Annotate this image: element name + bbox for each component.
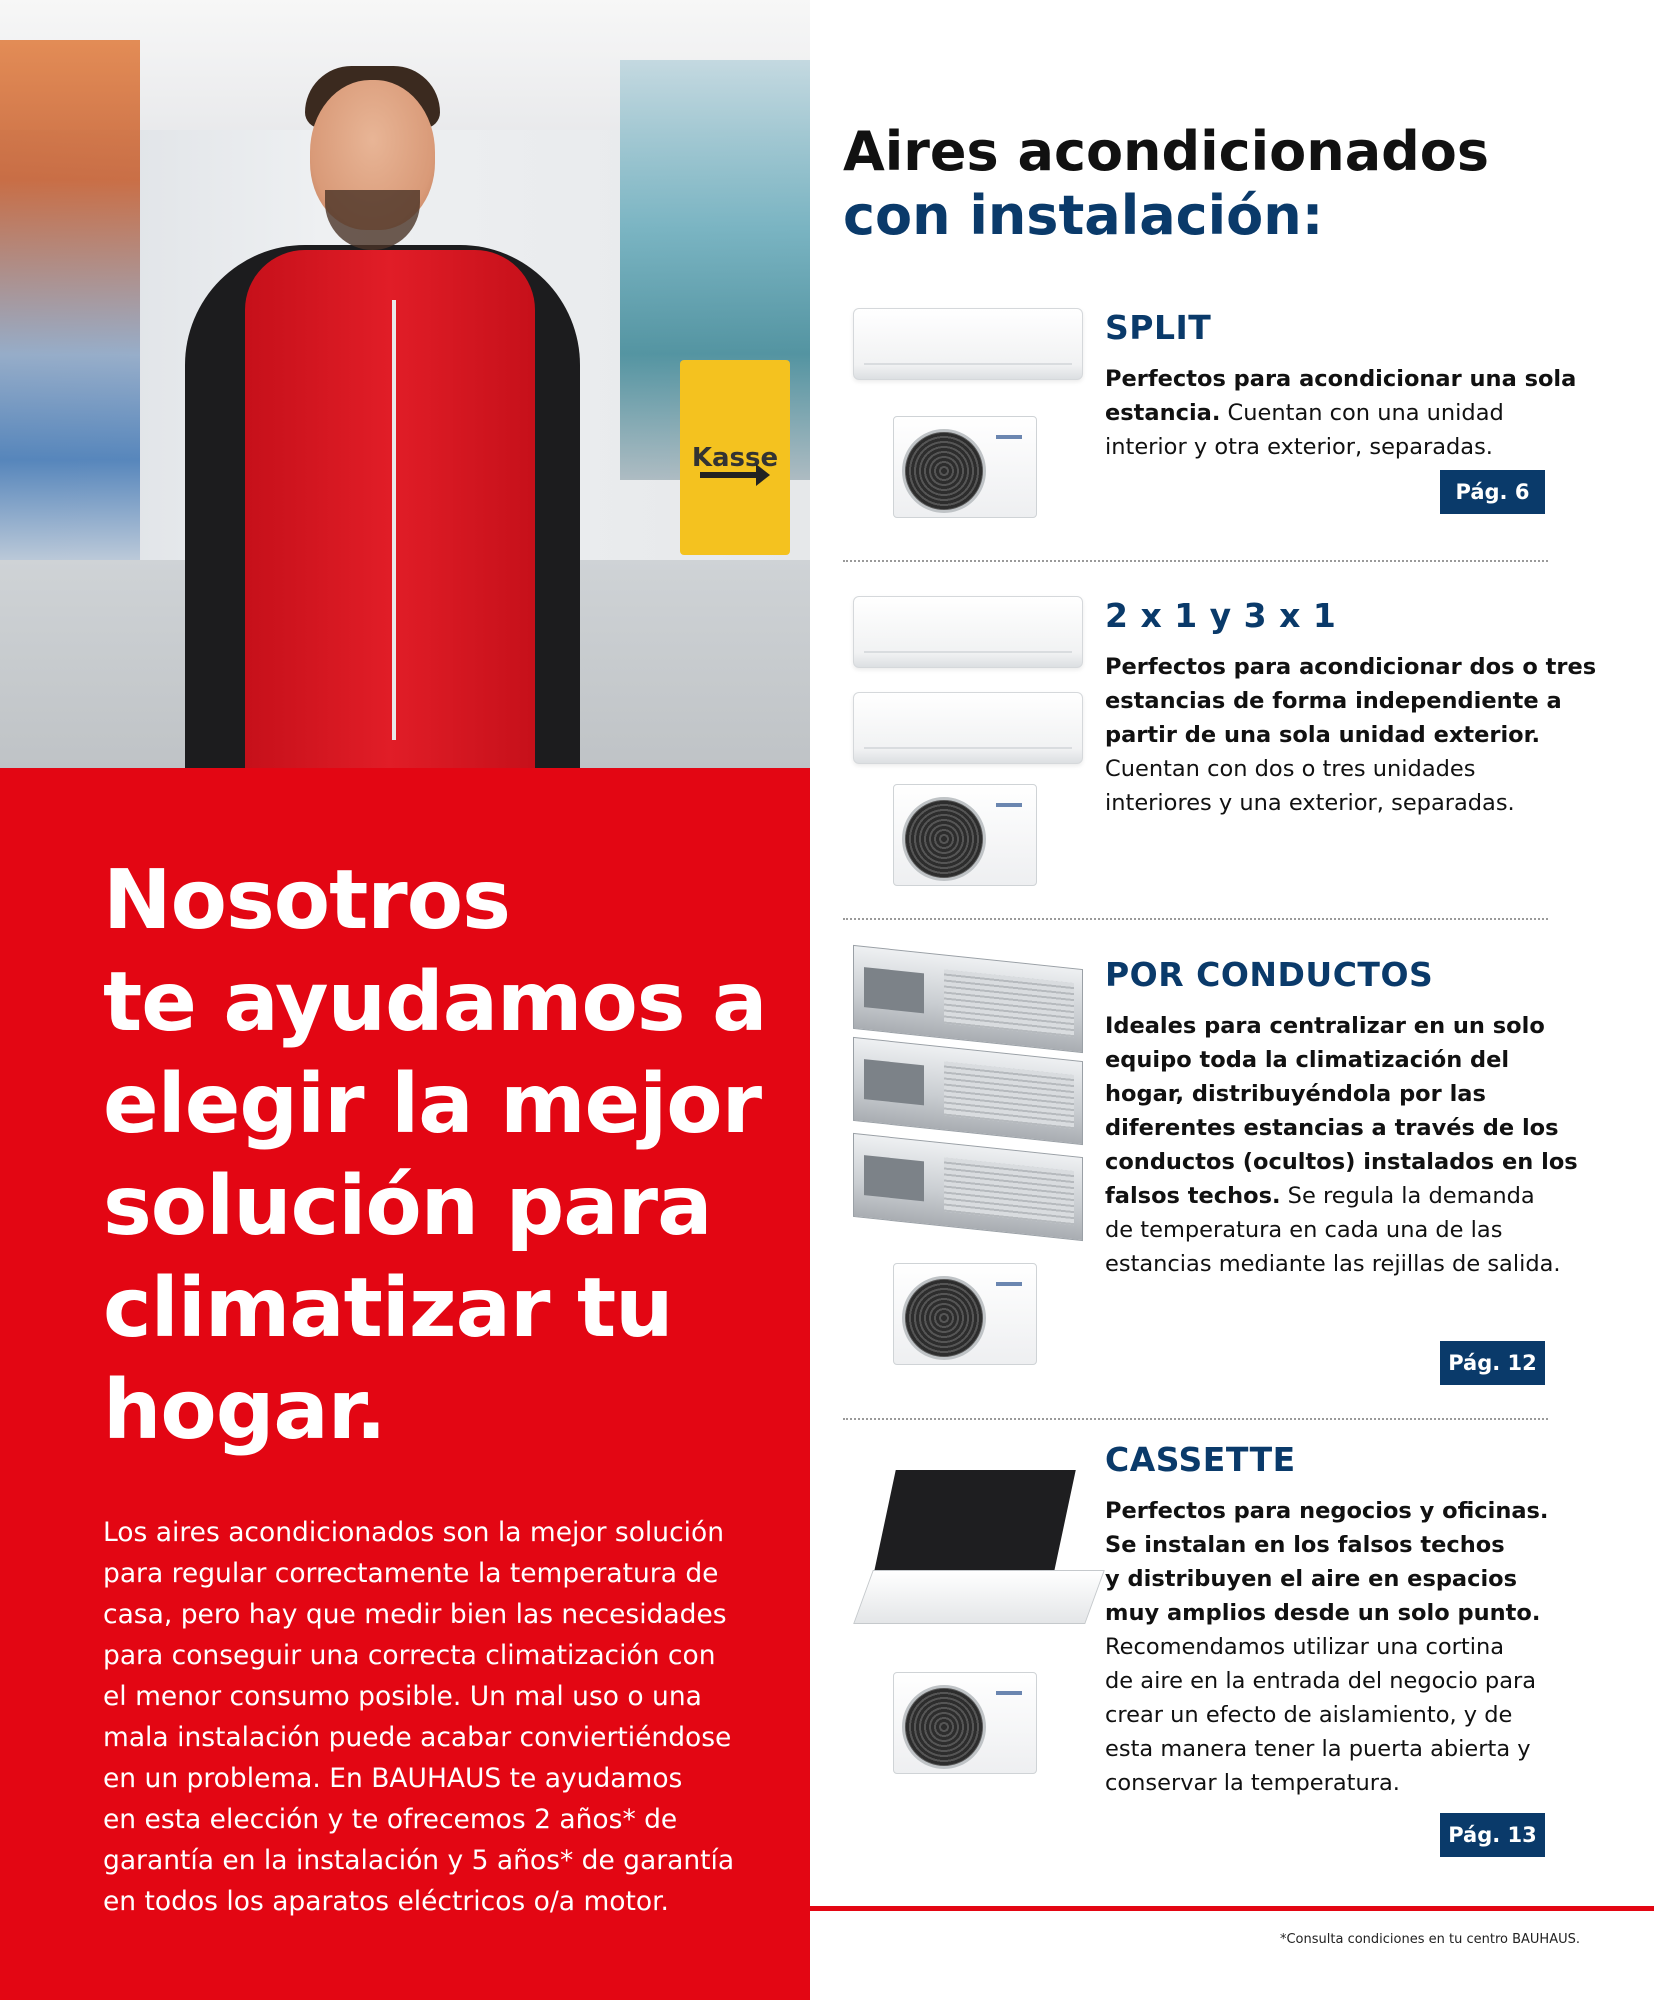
description-regular-text: Recomendamos utilizar una cortina [1105, 1634, 1505, 1660]
description-regular-text: de temperatura en cada una de las [1105, 1217, 1503, 1243]
page-reference-badge[interactable] [1440, 470, 1545, 514]
description-line [1105, 1664, 1555, 1698]
description-line [1105, 684, 1562, 718]
description-line [1105, 1145, 1578, 1179]
description-bold-text: Perfectos para acondicionar dos o tres [1105, 654, 1597, 680]
description-bold-text: estancia. [1105, 400, 1221, 426]
description-line [1105, 1213, 1555, 1247]
product-name: POR CONDUCTOS [1105, 955, 1434, 994]
footer-rule [810, 1906, 1654, 1911]
description-line [1105, 1596, 1555, 1630]
intro-paragraph [103, 1512, 743, 1922]
description-regular-text: esta manera tener la puerta abierta y [1105, 1736, 1531, 1762]
intro-line: garantía en la instalación y 5 años* de garantía [103, 1845, 735, 1876]
description-line [1105, 1077, 1555, 1111]
description-bold-text: conductos (ocultos) instalados en los [1105, 1149, 1578, 1175]
indoor-unit-image [853, 308, 1083, 380]
fan-icon [902, 1276, 986, 1360]
description-regular-text: interior y otra exterior, separadas. [1105, 434, 1493, 460]
description-line [1105, 1562, 1555, 1596]
description-regular-text: Se regula la demanda [1280, 1183, 1535, 1209]
page-reference-label: Pág. 6 [1455, 480, 1530, 504]
section-divider [843, 918, 1548, 920]
headline-line: hogar. [103, 1363, 386, 1458]
page-reference-badge[interactable] [1440, 1341, 1545, 1385]
intro-line: en esta elección y te ofrecemos 2 años* de [103, 1804, 678, 1835]
fan-icon [902, 429, 986, 513]
description-line [1105, 786, 1555, 820]
headline-line: solución para [103, 1159, 712, 1254]
ducted-unit-image [853, 1133, 1083, 1241]
ducted-unit-image [853, 1037, 1083, 1145]
headline-line: te ayudamos a [103, 955, 767, 1050]
product-split [843, 308, 1577, 538]
product-ducted [843, 955, 1578, 1395]
description-bold-text: Se instalan en los falsos techos [1105, 1532, 1505, 1558]
description-regular-text: estancias mediante las rejillas de salida. [1105, 1251, 1561, 1277]
description-line [1105, 1528, 1555, 1562]
intro-line: en un problema. En BAUHAUS te ayudamos [103, 1763, 683, 1794]
outdoor-unit-image [893, 416, 1037, 518]
description-line [1105, 430, 1555, 464]
headline-line: elegir la mejor [103, 1057, 762, 1152]
description-regular-text: conservar la temperatura. [1105, 1770, 1400, 1796]
description-bold-text: Ideales para centralizar en un solo [1105, 1013, 1545, 1039]
page-reference-label: Pág. 12 [1448, 1351, 1537, 1375]
description-bold-text: equipo toda la climatización del [1105, 1047, 1510, 1073]
page-title-line2: con instalación: [843, 184, 1324, 247]
intro-line: mala instalación puede acabar conviertiéndose [103, 1722, 732, 1753]
description-line [1105, 1043, 1555, 1077]
description-line [1105, 1732, 1555, 1766]
description-line [1105, 362, 1577, 396]
description-line [1105, 1630, 1555, 1664]
outdoor-unit-image [893, 1263, 1037, 1365]
intro-line: Los aires acondicionados son la mejor solución [103, 1517, 725, 1548]
cassette-panel-image [853, 1570, 1105, 1624]
product-name: 2 x 1 y 3 x 1 [1105, 596, 1337, 635]
ducted-unit-image [853, 945, 1083, 1053]
employee-beard [325, 190, 420, 250]
brand-mark [996, 1282, 1022, 1286]
outdoor-unit-image [893, 784, 1037, 886]
headline-line: climatizar tu [103, 1261, 673, 1356]
hero-photo [0, 0, 810, 768]
product-multisplit [843, 596, 1597, 896]
product-description [1105, 1009, 1578, 1281]
employee-red-vest [245, 250, 535, 768]
brand-mark [996, 435, 1022, 439]
description-line [1105, 1009, 1555, 1043]
brand-mark [996, 1691, 1022, 1695]
description-bold-text: y distribuyen el aire en espacios [1105, 1566, 1518, 1592]
brand-mark [996, 803, 1022, 807]
description-line [1105, 718, 1555, 752]
description-regular-text: interiores y una exterior, separadas. [1105, 790, 1515, 816]
arrow-right-icon [700, 472, 760, 478]
description-line [1105, 1111, 1559, 1145]
description-regular-text: Cuentan con dos o tres unidades [1105, 756, 1476, 782]
description-regular-text: de aire en la entrada del negocio para [1105, 1668, 1537, 1694]
fan-icon [902, 1685, 986, 1769]
description-line [1105, 396, 1555, 430]
headline-line: Nosotros [103, 853, 510, 948]
description-bold-text: diferentes estancias a través de los [1105, 1115, 1559, 1141]
description-line [1105, 1494, 1555, 1528]
page-title-line1: Aires acondicionados [843, 120, 1490, 183]
section-divider [843, 560, 1548, 562]
description-bold-text: Perfectos para acondicionar una sola [1105, 366, 1577, 392]
vest-zipper [392, 300, 396, 740]
indoor-unit-image [853, 596, 1083, 668]
page-reference-label: Pág. 13 [1448, 1823, 1537, 1847]
page-title [843, 120, 1623, 248]
product-description [1105, 650, 1597, 820]
description-line [1105, 1247, 1561, 1281]
description-regular-text: crear un efecto de aislamiento, y de [1105, 1702, 1513, 1728]
description-line [1105, 1766, 1555, 1800]
product-name: CASSETTE [1105, 1440, 1296, 1479]
product-name: SPLIT [1105, 308, 1212, 347]
indoor-unit-image [853, 692, 1083, 764]
kasse-sign-text: Kasse [691, 442, 779, 473]
outdoor-unit-image [893, 1672, 1037, 1774]
description-regular-text: Cuentan con una unidad [1220, 400, 1504, 426]
headline [103, 850, 803, 1462]
kasse-sign [680, 360, 790, 555]
intro-line: para conseguir una correcta climatización con [103, 1640, 716, 1671]
product-cassette [843, 1440, 1548, 1880]
description-line [1105, 650, 1597, 684]
description-bold-text: estancias de forma independiente a [1105, 688, 1562, 714]
section-divider [843, 1418, 1548, 1420]
intro-line: casa, pero hay que medir bien las necesidades [103, 1599, 727, 1630]
description-line [1105, 752, 1555, 786]
description-line [1105, 1179, 1555, 1213]
description-bold-text: falsos techos. [1105, 1183, 1281, 1209]
description-bold-text: hogar, distribuyéndola por las [1105, 1081, 1486, 1107]
product-description [1105, 1494, 1555, 1800]
page-reference-badge[interactable] [1440, 1813, 1545, 1857]
description-bold-text: partir de una sola unidad exterior. [1105, 722, 1541, 748]
description-line [1105, 1698, 1555, 1732]
description-bold-text: Perfectos para negocios y oficinas. [1105, 1498, 1549, 1524]
footnote: *Consulta condiciones en tu centro BAUHAUS. [1279, 1932, 1580, 1947]
product-description [1105, 362, 1577, 464]
description-bold-text: muy amplios desde un solo punto. [1105, 1600, 1541, 1626]
intro-line: en todos los aparatos eléctricos o/a motor. [103, 1886, 669, 1917]
fan-icon [902, 797, 986, 881]
intro-line: el menor consumo posible. Un mal uso o una [103, 1681, 702, 1712]
intro-line: para regular correctamente la temperatura de [103, 1558, 719, 1589]
